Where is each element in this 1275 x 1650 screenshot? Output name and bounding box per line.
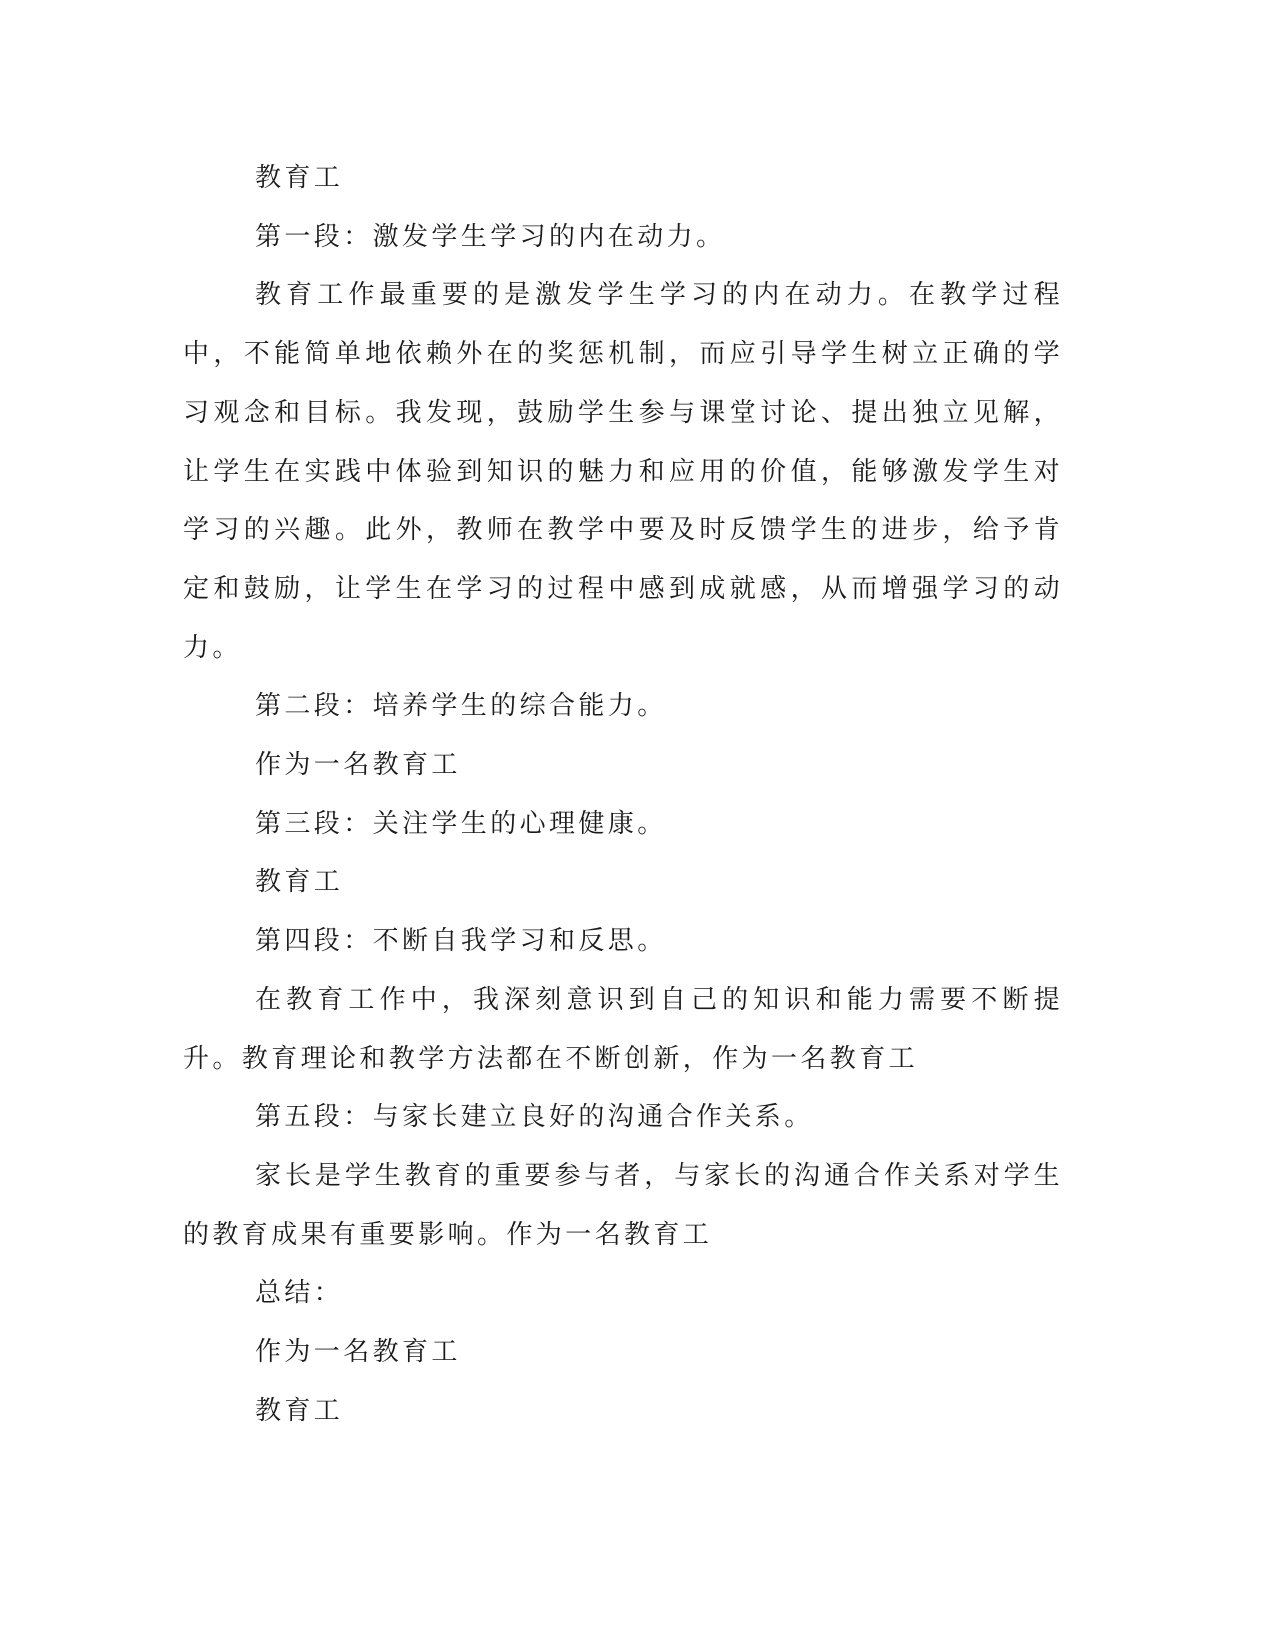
section-heading: 第四段：不断自我学习和反思。 xyxy=(255,926,667,957)
document-body xyxy=(183,149,1063,1440)
section-heading: 第一段：激发学生学习的内在动力。 xyxy=(255,221,726,252)
paragraph: 作为一名教育工 xyxy=(255,1337,461,1368)
paragraph: 教育工 xyxy=(255,163,344,193)
summary-heading: 总结： xyxy=(255,1278,344,1309)
paragraph: 家长是学生教育的重要参与者，与家长的沟通合作关系对学生的教育成果有重要影响。作为一名教育工 xyxy=(183,1160,1063,1250)
section-heading: 第五段：与家长建立良好的沟通合作关系。 xyxy=(255,1102,814,1133)
paragraph: 在教育工作中，我深刻意识到自己的知识和能力需要不断提升。教育理论和教学方法都在不断创新，作为一名教育工 xyxy=(183,984,1063,1074)
paragraph: 作为一名教育工 xyxy=(255,750,461,781)
section-heading: 第二段：培养学生的综合能力。 xyxy=(255,691,667,722)
paragraph: 教育工 xyxy=(255,867,344,898)
section-heading: 第三段：关注学生的心理健康。 xyxy=(255,808,667,839)
paragraph: 教育工 xyxy=(255,1395,344,1426)
paragraph: 教育工作最重要的是激发学生学习的内在动力。在教学过程中，不能简单地依赖外在的奖惩机制，而应引导学生树立正确的学习观念和目标。我发现，鼓励学生参与课堂讨论、提出独立见解，让学生在实践中体验到知识的魅力和应用的价值，能够激发学生对学习的兴趣。此外，教师在教学中要及时反馈学生的进步，给予肯定和鼓励，让学生在学习的过程中感到成就感，从而增强学习的动力。 xyxy=(183,280,1063,663)
